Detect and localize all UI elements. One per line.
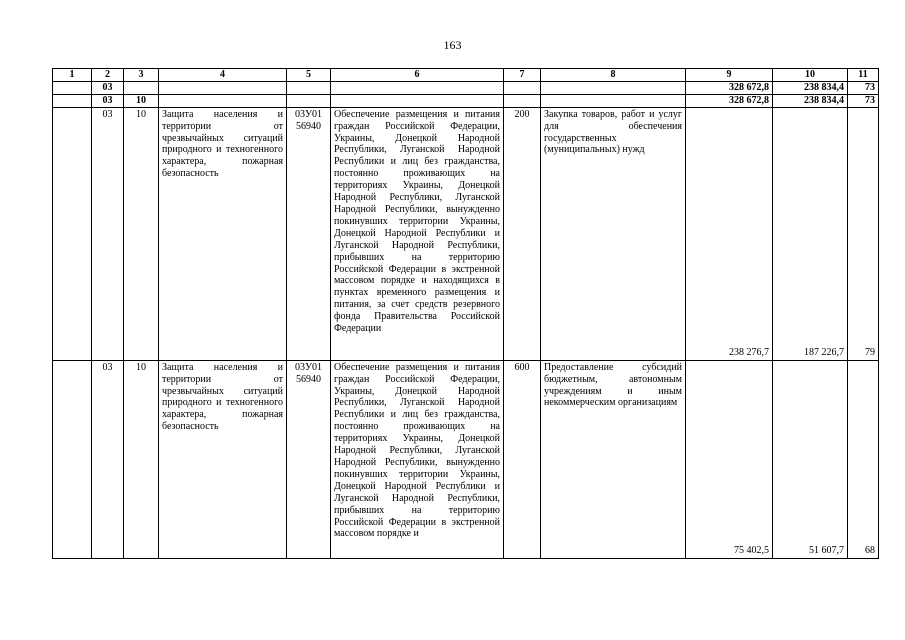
amount-cell: 328 672,8 xyxy=(686,81,773,94)
table-cell xyxy=(159,94,287,107)
table-cell xyxy=(53,360,92,558)
amount-cell: 187 226,7 xyxy=(773,107,848,360)
header-cell: 1 xyxy=(53,69,92,82)
table-cell xyxy=(331,81,504,94)
amount-cell: 75 402,5 xyxy=(686,360,773,558)
amount-cell: 328 672,8 xyxy=(686,94,773,107)
target-article-name: Обеспечение размещения и питания граждан Российской Федерации, Украины, Донецкой Народной Республики, Луганской Народной Республики и лиц без гражданства, постоянно проживающих на территориях Украины, Донецкой Народной Республики, Луганской Народной Республики, вынужденно покинувших территории Украины, Донецкой Народной Республики и Луганской Народной Республики, прибывших на территорию Российской Федерации в экстренной массовом порядке и находящихся в пунктах временного размещения и питания, за счет средств резервного фонда Правительства Российской Федерации xyxy=(331,107,504,360)
amount-cell: 51 607,7 xyxy=(773,360,848,558)
summary-row-section xyxy=(53,81,879,94)
header-cell: 9 xyxy=(686,69,773,82)
section-code: 03 xyxy=(92,360,124,558)
header-cell: 4 xyxy=(159,69,287,82)
target-article-code: 03У01 56940 xyxy=(287,360,331,558)
budget-table xyxy=(52,68,879,559)
section-code: 03 xyxy=(92,81,124,94)
summary-row-subsection xyxy=(53,94,879,107)
header-cell: 3 xyxy=(124,69,159,82)
table-cell xyxy=(541,94,686,107)
table-cell xyxy=(287,81,331,94)
subsection-code: 10 xyxy=(124,94,159,107)
table-cell xyxy=(331,94,504,107)
subsection-code: 10 xyxy=(124,107,159,360)
table-row xyxy=(53,107,879,360)
table-cell xyxy=(53,94,92,107)
table-cell xyxy=(159,81,287,94)
header-cell: 10 xyxy=(773,69,848,82)
amount-cell: 238 834,4 xyxy=(773,94,848,107)
expense-type-name: Предоставление субсидий бюджетным, автономным учреждениям и иным некоммерческим организациям xyxy=(541,360,686,558)
table-cell xyxy=(287,94,331,107)
table-row xyxy=(53,360,879,558)
section-code: 03 xyxy=(92,107,124,360)
amount-cell: 238 834,4 xyxy=(773,81,848,94)
header-cell: 5 xyxy=(287,69,331,82)
subsection-code xyxy=(124,81,159,94)
target-article-cell xyxy=(331,360,504,558)
table-cell xyxy=(541,81,686,94)
amount-cell: 238 276,7 xyxy=(686,107,773,360)
table-cell xyxy=(504,81,541,94)
section-code: 03 xyxy=(92,94,124,107)
expense-type-name: Закупка товаров, работ и услуг для обеспечения государственных (муниципальных) нужд xyxy=(541,107,686,360)
expense-type-code: 600 xyxy=(504,360,541,558)
page-number: 163 xyxy=(443,38,462,52)
header-cell: 6 xyxy=(331,69,504,82)
header-cell: 8 xyxy=(541,69,686,82)
table-cell xyxy=(53,81,92,94)
percent-cell: 79 xyxy=(848,107,879,360)
section-name: Защита населения и территории от чрезвычайных ситуаций природного и техногенного характера, пожарная безопасность xyxy=(159,107,287,360)
percent-cell: 73 xyxy=(848,81,879,94)
header-cell: 7 xyxy=(504,69,541,82)
table-cell xyxy=(504,94,541,107)
section-name: Защита населения и территории от чрезвычайных ситуаций природного и техногенного характера, пожарная безопасность xyxy=(159,360,287,558)
percent-cell: 68 xyxy=(848,360,879,558)
percent-cell: 73 xyxy=(848,94,879,107)
target-article-code: 03У01 56940 xyxy=(287,107,331,360)
expense-type-code: 200 xyxy=(504,107,541,360)
table-cell xyxy=(53,107,92,360)
target-article-name: Обеспечение размещения и питания граждан Российской Федерации, Украины, Донецкой Народной Республики, Луганской Народной Республики и лиц без гражданства, постоянно проживающих на территориях Украины, Донецкой Народной Республики, Луганской Народной Республики, вынужденно покинувших территории Украины, Донецкой Народной Республики и Луганской Народной Республики, прибывших на территорию Российской Федерации в экстренной массовом порядке и xyxy=(334,361,500,540)
subsection-code: 10 xyxy=(124,360,159,558)
column-number-row xyxy=(53,69,879,82)
header-cell: 2 xyxy=(92,69,124,82)
header-cell: 11 xyxy=(848,69,879,82)
